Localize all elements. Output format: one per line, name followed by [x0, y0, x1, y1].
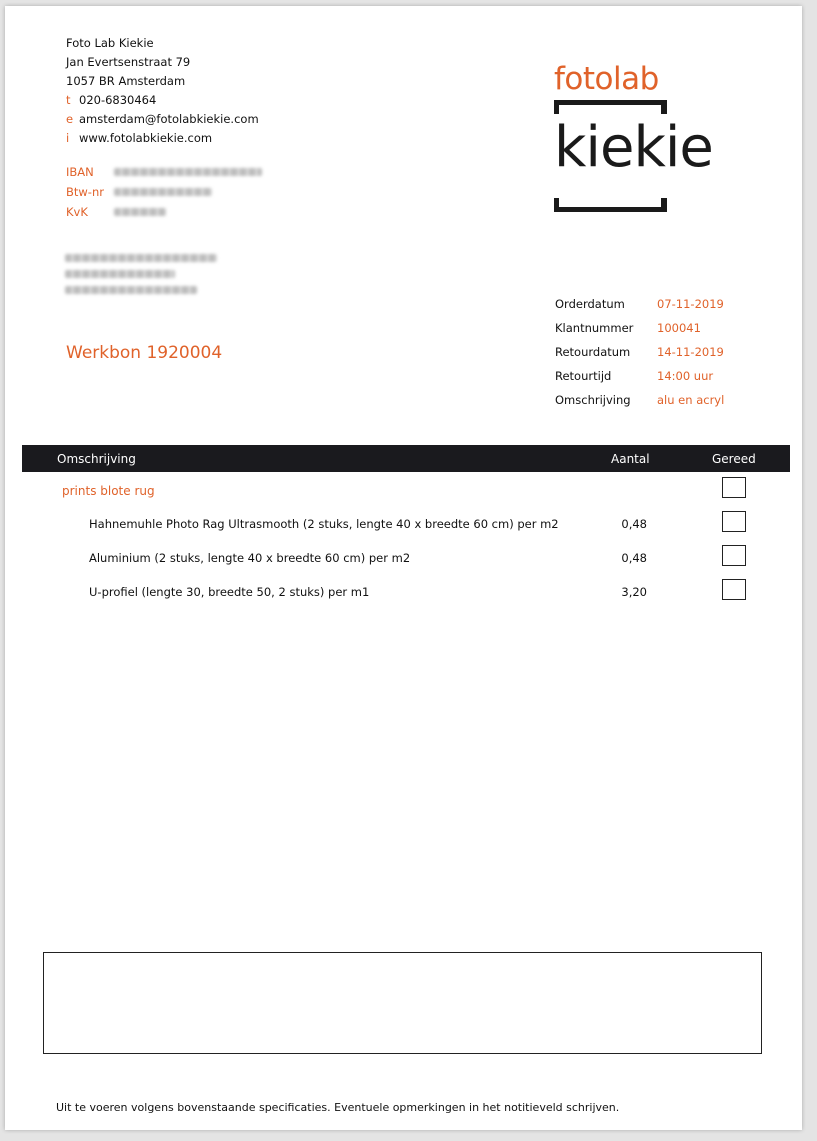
- group-done-checkbox[interactable]: [722, 477, 746, 498]
- logo-fotolab-text: fotolab: [554, 61, 659, 97]
- btw-redacted: [114, 188, 212, 196]
- company-phone: 020-6830464: [79, 93, 157, 107]
- header-done: Gereed: [712, 452, 756, 466]
- company-email: amsterdam@fotolabkiekie.com: [79, 112, 259, 126]
- meta-row: Klantnummer 100041: [555, 321, 701, 335]
- werkbon-page: [5, 6, 802, 1130]
- logo-kiekie-text: kiekie: [554, 115, 713, 180]
- customer-address-redacted: [65, 254, 217, 302]
- header-quantity: Aantal: [611, 452, 650, 466]
- header-description: Omschrijving: [57, 452, 136, 466]
- company-address: [66, 34, 259, 148]
- company-city: 1057 BR Amsterdam: [66, 74, 186, 88]
- btw-label: Btw-nr: [66, 185, 104, 199]
- web-label: i: [66, 131, 70, 145]
- item-description: U-profiel (lengte 30, breedte 50, 2 stuks) per m1: [89, 585, 370, 599]
- meta-row: Retourtijd 14:00 uur: [555, 369, 714, 383]
- company-name: Foto Lab Kiekie: [66, 36, 154, 50]
- item-done-checkbox[interactable]: [722, 511, 746, 532]
- iban-redacted: [114, 168, 262, 176]
- iban-label: IBAN: [66, 165, 94, 179]
- document-title: Werkbon 1920004: [66, 343, 223, 363]
- item-quantity: 0,48: [621, 517, 647, 531]
- item-quantity: 0,48: [621, 551, 647, 565]
- phone-label: t: [66, 93, 71, 107]
- kvk-label: KvK: [66, 205, 88, 219]
- meta-row: Omschrijving alu en acryl: [555, 393, 725, 407]
- item-done-checkbox[interactable]: [722, 545, 746, 566]
- company-ids: [66, 162, 262, 222]
- item-done-checkbox[interactable]: [722, 579, 746, 600]
- kvk-redacted: [114, 208, 166, 216]
- email-label: e: [66, 112, 74, 126]
- group-title: prints blote rug: [62, 484, 155, 498]
- table-header: [22, 445, 790, 472]
- item-description: Aluminium (2 stuks, lengte 40 x breedte 60 cm) per m2: [89, 551, 411, 565]
- item-description: Hahnemuhle Photo Rag Ultrasmooth (2 stuks, lengte 40 x breedte 60 cm) per m2: [89, 517, 559, 531]
- company-street: Jan Evertsenstraat 79: [66, 55, 191, 69]
- footer-note: Uit te voeren volgens bovenstaande specificaties. Eventuele opmerkingen in het notitieveld schrijven.: [56, 1101, 620, 1114]
- item-quantity: 3,20: [621, 585, 647, 599]
- order-meta: [555, 292, 724, 412]
- company-website: www.fotolabkiekie.com: [79, 131, 213, 145]
- notes-field[interactable]: [43, 952, 762, 1054]
- meta-row: Retourdatum 14-11-2019: [555, 345, 724, 359]
- meta-row: Orderdatum 07-11-2019: [555, 297, 724, 311]
- fotolab-kiekie-logo: [554, 62, 754, 212]
